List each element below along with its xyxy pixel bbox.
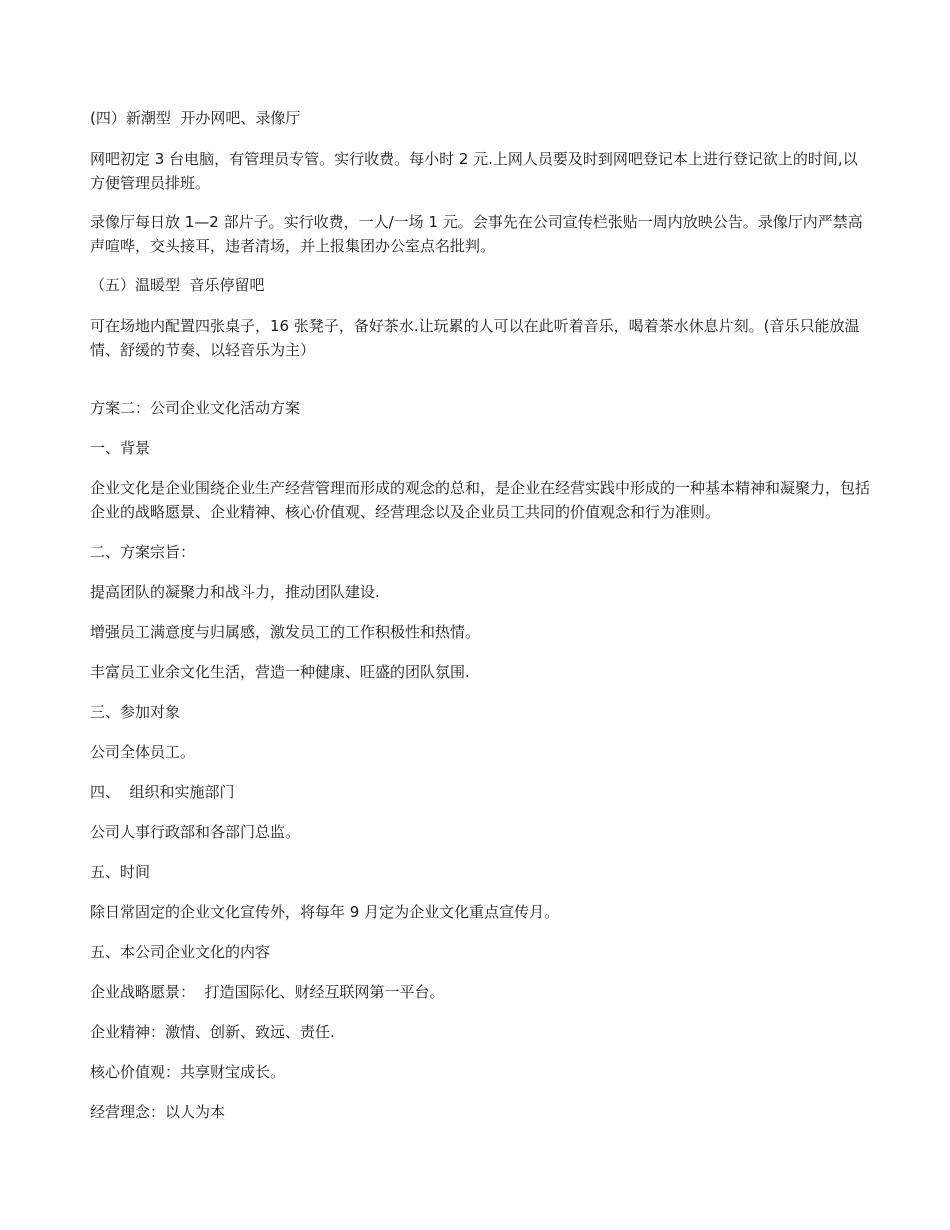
participants-heading: 三、参加对象 [90, 703, 181, 721]
organizer-text: 公司人事行政部和各部门总监。 [90, 823, 301, 841]
philosophy-text: 经营理念：以人为本 [90, 1103, 226, 1121]
purpose-item: 提高团队的凝聚力和战斗力，推动团队建设. [90, 583, 380, 601]
time-heading: 五、时间 [90, 863, 151, 881]
background-paragraph: 企业文化是企业围绕企业生产经营管理而形成的观念的总和，是企业在经营实践中形成的一种基本精神和凝聚力，包括企业的战略愿景、企业精神、核心价值观、经营理念以及企业员工共同的价值观念和行为准则。 [90, 479, 871, 521]
section4-heading: (四）新潮型 开办网吧、录像厅 [90, 109, 301, 127]
video-hall-paragraph: 录像厅每日放 1—2 部片子。实行收费，一人/一场 1 元。会事先在公司宣传栏张贴一周内放映公告。录像厅内严禁高声喧哗，交头接耳，违者清场，并上报集团办公室点名批判。 [90, 213, 863, 255]
vision-text: 企业战略愿景： 打造国际化、财经互联网第一平台。 [90, 983, 445, 1001]
core-values-text: 核心价值观：共享财宝成长。 [90, 1063, 286, 1081]
time-text: 除日常固定的企业文化宣传外，将每年 9 月定为企业文化重点宣传月。 [90, 903, 560, 921]
participants-text: 公司全体员工。 [90, 743, 196, 761]
spirit-text: 企业精神：激情、创新、致远、责任. [90, 1023, 335, 1041]
organizer-heading: 四、 组织和实施部门 [90, 783, 235, 801]
music-bar-paragraph: 可在场地内配置四张桌子，16 张凳子，备好茶水.让玩累的人可以在此听着音乐，喝着茶水休息片刻。(音乐只能放温情、舒缓的节奏、以轻音乐为主） [90, 317, 860, 359]
internet-cafe-paragraph: 网吧初定 3 台电脑，有管理员专管。实行收费。每小时 2 元.上网人员要及时到网吧登记本上进行登记欲上的时间,以方便管理员排班。 [90, 150, 858, 192]
document-page [90, 106, 870, 1124]
plan2-title: 方案二：公司企业文化活动方案 [90, 399, 301, 417]
background-heading: 一、背景 [90, 439, 151, 457]
culture-content-heading: 五、本公司企业文化的内容 [90, 943, 271, 961]
purpose-heading: 二、方案宗旨： [90, 543, 196, 561]
section5-heading: （五）温暖型 音乐停留吧 [90, 276, 265, 294]
purpose-item: 丰富员工业余文化生活，营造一种健康、旺盛的团队氛围. [90, 663, 470, 681]
purpose-item: 增强员工满意度与归属感，激发员工的工作积极性和热情。 [90, 623, 481, 641]
